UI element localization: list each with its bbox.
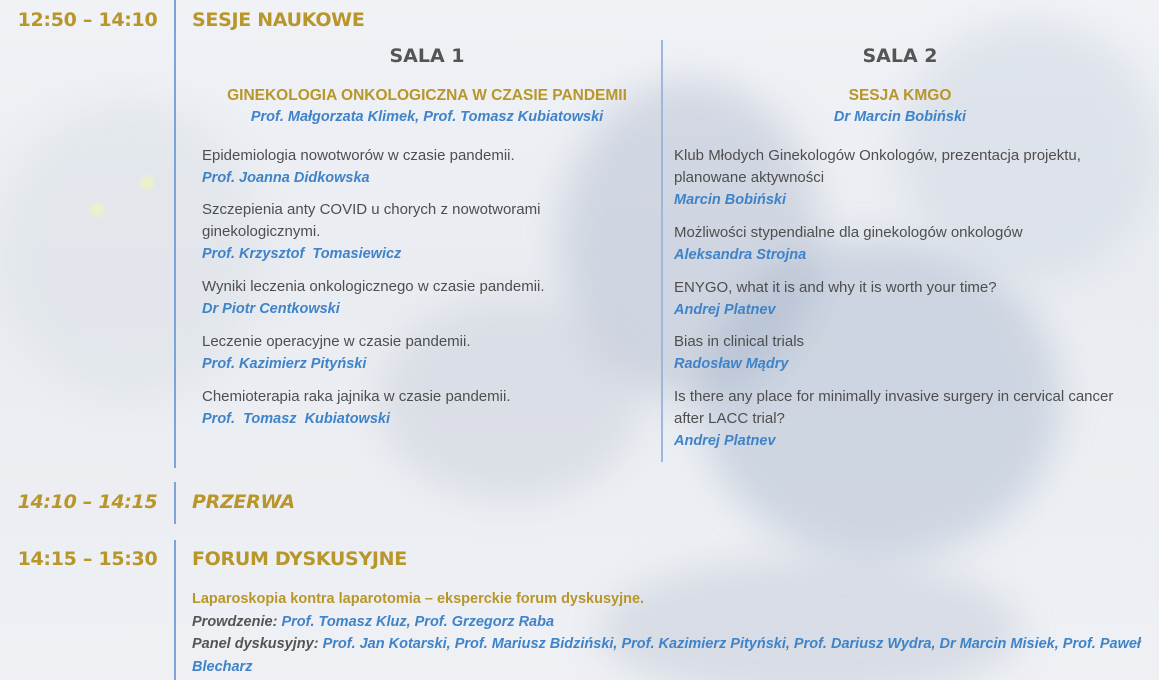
- sala1-heading: SALA 1: [389, 45, 465, 67]
- sala2-session-title: SESJA KMGO: [848, 87, 952, 104]
- time-slot-2: 14:10 – 14:15: [17, 491, 158, 513]
- sala1-talk-5: [202, 386, 662, 430]
- talk-speaker: Dr Piotr Centkowski: [202, 301, 340, 317]
- talk-speaker: Aleksandra Strojna: [674, 247, 807, 263]
- sala1-talk-1: [202, 145, 662, 189]
- sala2-chairs: Dr Marcin Bobiński: [833, 109, 967, 125]
- talk-title: Klub Młodych Ginekologów Onkologów, prezentacja projektu, planowane aktywności: [674, 147, 1081, 186]
- forum-details: [192, 588, 1142, 678]
- panelists: Prof. Jan Kotarski, Prof. Mariusz Bidziński, Prof. Kazimierz Pityński, Prof. Dariusz Wydra, Dr Marcin Misiek, Prof. Paweł Blecharz: [192, 636, 1141, 675]
- sala2-heading: SALA 2: [862, 45, 938, 67]
- sala1-talk-4: [202, 331, 662, 375]
- sala2-talk-1: [674, 145, 1139, 211]
- talk-title: Wyniki leczenia onkologicznego w czasie pandemii.: [202, 278, 545, 295]
- sala2-talk-3: [674, 277, 1144, 321]
- forum-title: Laparoskopia kontra laparotomia – eksperckie forum dyskusyjne.: [192, 591, 645, 607]
- talk-title: Chemioterapia raka jajnika w czasie pandemii.: [202, 388, 511, 405]
- sala1-talk-2: [202, 199, 602, 265]
- divider-line-3: [174, 540, 176, 680]
- moderation-label: Prowdzenie:: [192, 613, 278, 630]
- talk-title: Bias in clinical trials: [674, 333, 805, 350]
- sala1-talk-3: [202, 276, 662, 320]
- sala1-chairs: Prof. Małgorzata Klimek, Prof. Tomasz Kubiatowski: [250, 109, 604, 125]
- talk-title: Szczepienia anty COVID u chorych z nowotworami ginekologicznymi.: [202, 201, 541, 240]
- section-title-przerwa: PRZERWA: [192, 491, 295, 513]
- divider-line-2: [174, 482, 176, 524]
- talk-speaker: Radosław Mądry: [674, 356, 789, 372]
- talk-speaker: Andrej Platnev: [674, 302, 776, 318]
- talk-title: Leczenie operacyjne w czasie pandemii.: [202, 333, 471, 350]
- sala1-session-title: GINEKOLOGIA ONKOLOGICZNA W CZASIE PANDEMII: [227, 87, 627, 104]
- forum-moderation: [192, 611, 1142, 634]
- talk-speaker: Andrej Platnev: [674, 433, 776, 449]
- moderators: Prof. Tomasz Kluz, Prof. Grzegorz Raba: [281, 613, 555, 630]
- talk-speaker: Marcin Bobiński: [674, 192, 786, 208]
- forum-panel: [192, 633, 1142, 678]
- talk-title: ENYGO, what it is and why it is worth your time?: [674, 279, 997, 296]
- sala2-talk-2: [674, 222, 1144, 266]
- talk-speaker: Prof. Kazimierz Pityński: [202, 356, 367, 372]
- panel-label: Panel dyskusyjny:: [192, 636, 319, 652]
- talk-title: Możliwości stypendialne dla ginekologów onkologów: [674, 224, 1023, 241]
- sala2-talk-5: [674, 386, 1114, 452]
- sala2-talk-4: [674, 331, 1144, 375]
- talk-speaker: Prof. Krzysztof Tomasiewicz: [202, 246, 402, 262]
- section-title-sesje: SESJE NAUKOWE: [192, 9, 365, 31]
- divider-line-1: [174, 0, 176, 468]
- time-slot-1: 12:50 – 14:10: [17, 9, 158, 31]
- section-title-forum: FORUM DYSKUSYJNE: [192, 548, 407, 570]
- talk-speaker: Prof. Tomasz Kubiatowski: [202, 411, 390, 427]
- talk-speaker: Prof. Joanna Didkowska: [202, 170, 370, 186]
- time-slot-3: 14:15 – 15:30: [17, 548, 158, 570]
- talk-title: Is there any place for minimally invasive surgery in cervical cancer after LACC trial?: [674, 388, 1114, 427]
- talk-title: Epidemiologia nowotworów w czasie pandemii.: [202, 147, 515, 164]
